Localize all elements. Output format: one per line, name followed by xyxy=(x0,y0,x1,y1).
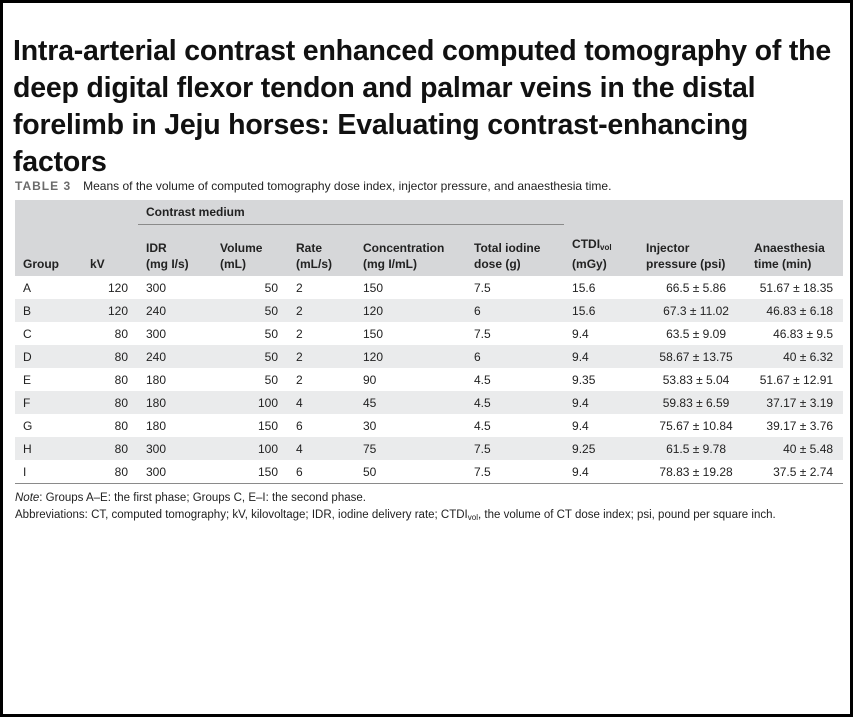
cell-rate: 2 xyxy=(296,326,303,341)
header-row-columns xyxy=(15,225,843,277)
cell-volume: 100 xyxy=(257,441,278,456)
table-row xyxy=(15,460,843,484)
cell-group: H xyxy=(23,441,32,456)
cell-iodine: 7.5 xyxy=(474,441,491,456)
cell-rate: 6 xyxy=(288,460,355,484)
cell-idr: 180 xyxy=(146,418,167,433)
cell-volume: 50 xyxy=(264,303,278,318)
cell-ctdi: 9.35 xyxy=(572,372,596,387)
cell-kv: 120 xyxy=(107,303,128,318)
cell-idr: 300 xyxy=(146,441,167,456)
cell-pressure: 53.83 ± 5.04 xyxy=(662,372,730,387)
cell-group: I xyxy=(15,460,82,484)
cell-rate: 2 xyxy=(296,349,303,364)
cell-kv: 80 xyxy=(114,349,128,364)
cell-volume: 50 xyxy=(264,349,278,364)
col-header-anaesthesia: Anaesthesia time (min) xyxy=(754,241,825,271)
footnote-note: Note: Groups A–E: the first phase; Groups C, E–I: the second phase. xyxy=(15,492,366,504)
cell-idr: 300 xyxy=(138,460,212,484)
cell-ctdi: 9.4 xyxy=(572,418,589,433)
cell-group: F xyxy=(23,395,31,410)
cell-kv: 120 xyxy=(107,280,128,295)
cell-iodine: 4.5 xyxy=(474,372,491,387)
cell-concentration: 50 xyxy=(355,460,466,484)
paper-title: Intra-arterial contrast enhanced computed tomography of the deep digital flexor tendon and palmar veins in the distal forelimb in Jeju horses: Evaluating contrast-enhancing factors xyxy=(13,35,831,178)
table-body xyxy=(15,276,843,484)
cell-iodine: 6 xyxy=(474,349,481,364)
table-caption-text: Means of the volume of computed tomography dose index, injector pressure, and anaesthesia time. xyxy=(83,179,612,193)
cell-idr: 300 xyxy=(146,326,167,341)
table-row xyxy=(15,414,843,437)
cell-volume: 150 xyxy=(212,460,288,484)
cell-kv: 80 xyxy=(114,326,128,341)
cell-kv: 80 xyxy=(114,441,128,456)
cell-volume: 50 xyxy=(264,372,278,387)
cell-ctdi: 9.4 xyxy=(564,460,638,484)
cell-ctdi: 15.6 xyxy=(572,303,596,318)
cell-idr: 180 xyxy=(146,395,167,410)
cell-concentration: 75 xyxy=(363,441,377,456)
table-row xyxy=(15,368,843,391)
table-row xyxy=(15,345,843,368)
table-label: TABLE 3 xyxy=(15,179,72,193)
cell-idr: 300 xyxy=(146,280,167,295)
col-header-kv: kV xyxy=(90,257,105,271)
cell-volume: 50 xyxy=(264,326,278,341)
cell-ctdi: 9.4 xyxy=(572,349,589,364)
cell-group: B xyxy=(23,303,32,318)
cell-rate: 4 xyxy=(296,395,303,410)
cell-iodine: 7.5 xyxy=(474,326,491,341)
cell-idr: 240 xyxy=(146,349,167,364)
col-header-pressure: Injector pressure (psi) xyxy=(646,241,726,271)
cell-group: D xyxy=(23,349,32,364)
cell-pressure: 63.5 ± 9.09 xyxy=(666,326,727,341)
data-table xyxy=(15,200,843,484)
cell-anaesthesia: 46.83 ± 9.5 xyxy=(773,326,834,341)
cell-rate: 2 xyxy=(296,372,303,387)
cell-pressure: 67.3 ± 11.02 xyxy=(663,303,729,318)
cell-iodine: 7.5 xyxy=(474,280,491,295)
table-row xyxy=(15,437,843,460)
cell-kv: 80 xyxy=(114,395,128,410)
cell-group: E xyxy=(23,372,32,387)
col-header-iodine: Total iodine dose (g) xyxy=(474,241,541,271)
header-row-group xyxy=(15,200,843,225)
cell-ctdi: 15.6 xyxy=(572,280,596,295)
cell-anaesthesia: 46.83 ± 6.18 xyxy=(766,303,834,318)
cell-group: C xyxy=(23,326,32,341)
col-header-group: Group xyxy=(23,257,59,271)
cell-iodine: 4.5 xyxy=(474,395,491,410)
col-header-concentration: Concentration (mg I/mL) xyxy=(363,241,445,271)
cell-rate: 4 xyxy=(296,441,303,456)
cell-idr: 240 xyxy=(146,303,167,318)
cell-anaesthesia: 40 ± 6.32 xyxy=(783,349,834,364)
cell-anaesthesia: 51.67 ± 12.91 xyxy=(759,372,834,387)
table-row xyxy=(15,299,843,322)
cell-kv: 80 xyxy=(114,372,128,387)
cell-concentration: 150 xyxy=(363,326,384,341)
cell-concentration: 30 xyxy=(363,418,377,433)
cell-group: A xyxy=(23,280,32,295)
cell-volume: 150 xyxy=(257,418,278,433)
cell-ctdi: 9.4 xyxy=(572,395,589,410)
cell-iodine: 6 xyxy=(474,303,481,318)
cell-kv: 80 xyxy=(82,460,138,484)
cell-iodine: 4.5 xyxy=(474,418,491,433)
cell-pressure: 61.5 ± 9.78 xyxy=(666,441,727,456)
cell-pressure: 66.5 ± 5.86 xyxy=(666,280,727,295)
table-caption xyxy=(15,179,845,193)
table-row xyxy=(15,322,843,345)
cell-concentration: 120 xyxy=(363,303,384,318)
col-header-idr: IDR (mg I/s) xyxy=(146,241,189,271)
contrast-medium-header: Contrast medium xyxy=(138,200,564,225)
table-row xyxy=(15,276,843,299)
cell-rate: 2 xyxy=(296,303,303,318)
cell-rate: 6 xyxy=(296,418,303,433)
col-header-volume: Volume (mL) xyxy=(220,241,263,271)
cell-concentration: 120 xyxy=(363,349,384,364)
table-footnotes xyxy=(15,490,845,526)
cell-anaesthesia: 37.5 ± 2.74 xyxy=(746,460,843,484)
cell-idr: 180 xyxy=(146,372,167,387)
cell-pressure: 78.83 ± 19.28 xyxy=(638,460,746,484)
cell-anaesthesia: 51.67 ± 18.35 xyxy=(759,280,834,295)
cell-pressure: 75.67 ± 10.84 xyxy=(659,418,733,433)
cell-rate: 2 xyxy=(296,280,303,295)
cell-volume: 50 xyxy=(264,280,278,295)
cell-anaesthesia: 40 ± 5.48 xyxy=(783,441,834,456)
cell-ctdi: 9.25 xyxy=(572,441,596,456)
cell-anaesthesia: 39.17 ± 3.76 xyxy=(766,418,834,433)
footnote-abbreviations: Abbreviations: CT, computed tomography; kV, kilovoltage; IDR, iodine delivery rate; $CTDI_{vol}$, the volume of CT dose index; psi, pound per square inch. xyxy=(15,509,776,522)
cell-iodine: 7.5 xyxy=(466,460,564,484)
cell-concentration: 90 xyxy=(363,372,377,387)
cell-group: G xyxy=(23,418,33,433)
table-row xyxy=(15,391,843,414)
cell-concentration: 150 xyxy=(363,280,384,295)
col-header-ctdi: $CTDI_{vol}$ (mGy) xyxy=(572,237,612,271)
cell-volume: 100 xyxy=(257,395,278,410)
cell-anaesthesia: 37.17 ± 3.19 xyxy=(766,395,834,410)
cell-kv: 80 xyxy=(114,418,128,433)
cell-pressure: 58.67 ± 13.75 xyxy=(659,349,733,364)
cell-ctdi: 9.4 xyxy=(572,326,589,341)
col-header-rate: Rate (mL/s) xyxy=(296,241,332,271)
cell-concentration: 45 xyxy=(363,395,377,410)
cell-pressure: 59.83 ± 6.59 xyxy=(662,395,730,410)
